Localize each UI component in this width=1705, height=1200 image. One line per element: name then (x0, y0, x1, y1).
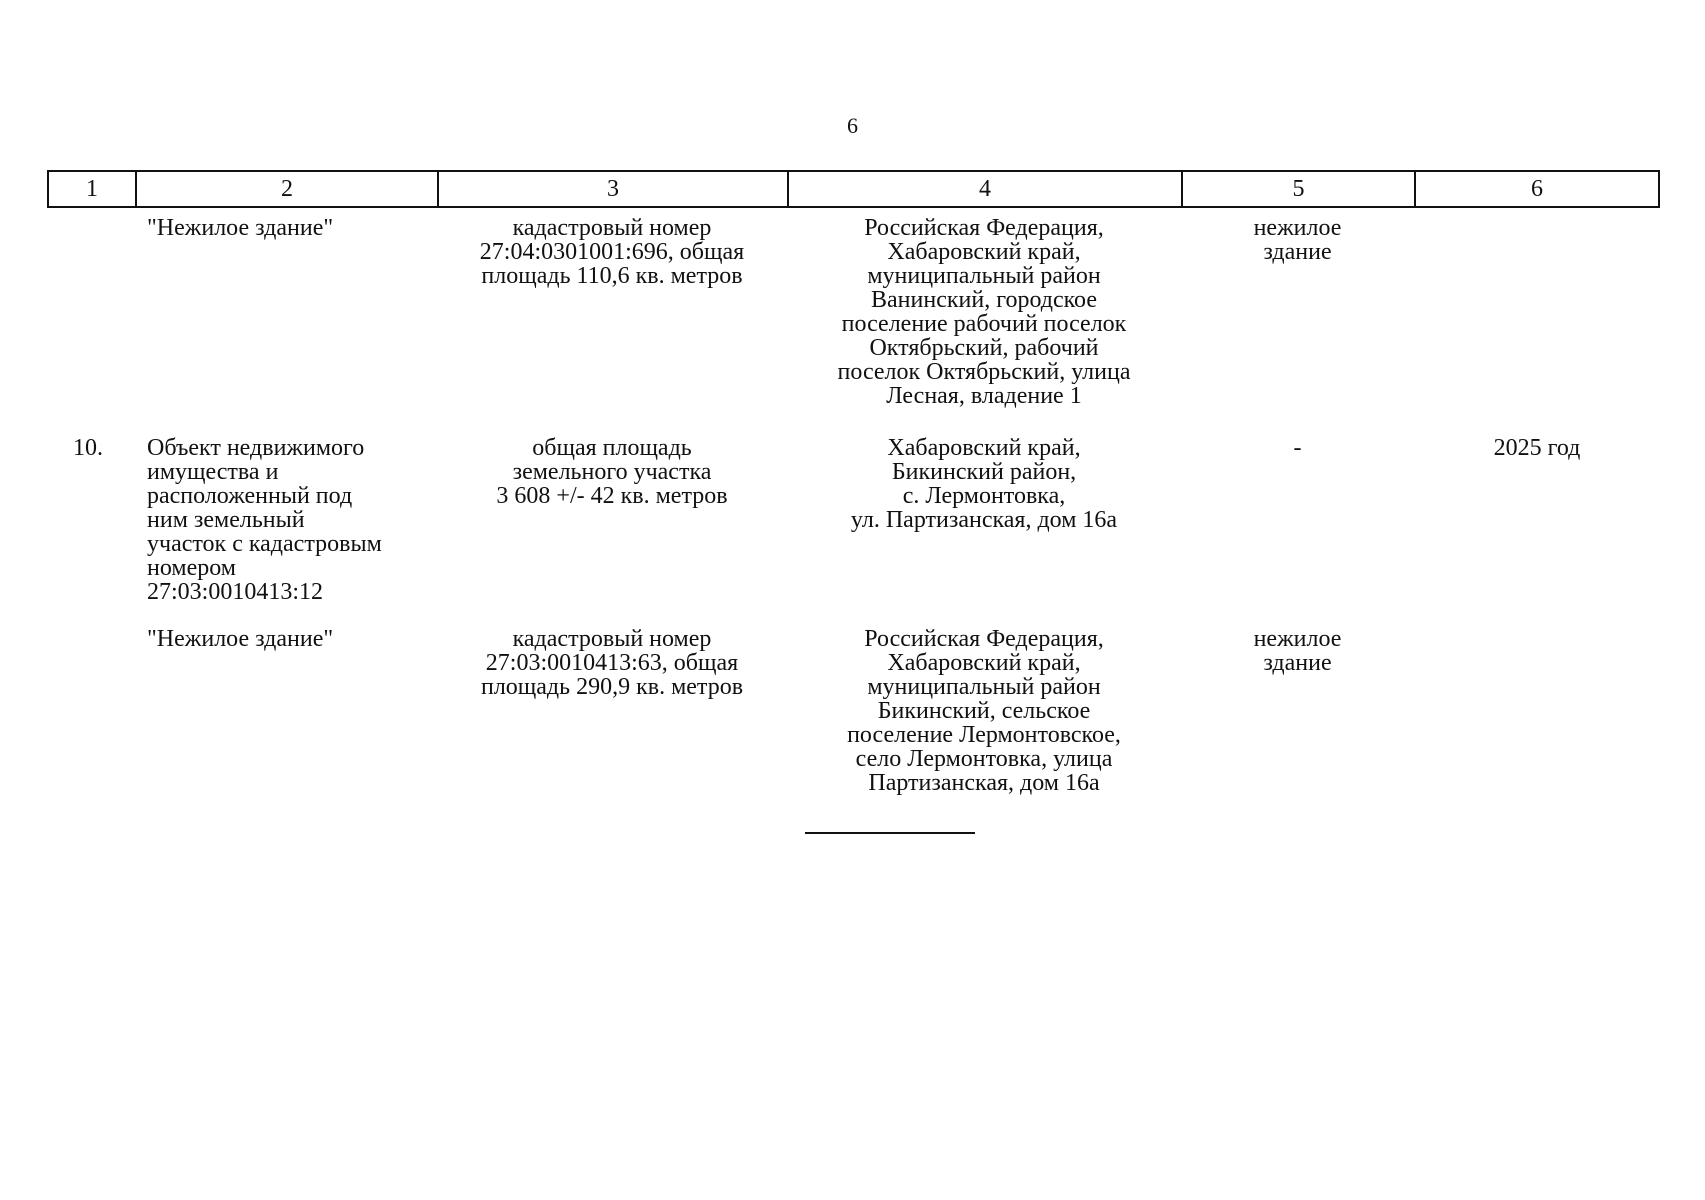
row-1-year (1414, 208, 1660, 428)
row-2-characteristics: общая площадь земельного участка 3 608 +/- 42 кв. метров (496, 435, 728, 509)
row-2-number: 10. (73, 435, 103, 461)
property-table (47, 170, 1660, 817)
row-1-name: "Нежилое здание" (147, 215, 334, 241)
header-cell-4: 4 (787, 170, 1181, 208)
row-3-purpose: нежилое здание (1253, 626, 1342, 676)
row-2-address: Хабаровский край, Бикинский район, с. Лермонтовка, ул. Партизанская, дом 16а (850, 435, 1118, 533)
row-3-address: Российская Федерация, Хабаровский край, муниципальный район Бикинский, сельское поселение Лермонтовское, село Лермонтовка, улица Партизанская, дом 16а (847, 626, 1121, 796)
row-1-characteristics: кадастровый номер 27:04:0301001:696, общая площадь 110,6 кв. метров (479, 215, 745, 289)
header-cell-6: 6 (1414, 170, 1660, 208)
header-cell-2: 2 (135, 170, 437, 208)
row-3-year (1414, 619, 1660, 817)
row-2-purpose: - (1293, 435, 1302, 461)
row-1-number (47, 208, 135, 428)
row-2-name: Объект недвижимого имущества и расположенный под ним земельный участок с кадастровым номером 27:03:0010413:12 (147, 435, 382, 605)
header-cell-3: 3 (437, 170, 787, 208)
row-1-purpose: нежилое здание (1253, 215, 1342, 265)
page-number: 6 (847, 113, 858, 138)
header-cell-5: 5 (1181, 170, 1414, 208)
row-1-address: Российская Федерация, Хабаровский край, муниципальный район Ванинский, городское поселение рабочий поселок Октябрьский, рабочий поселок Октябрьский, улица Лесная, владение 1 (837, 215, 1131, 409)
end-of-document-divider (805, 832, 975, 834)
row-3-number (47, 619, 135, 817)
header-cell-1: 1 (47, 170, 135, 208)
row-2-year: 2025 год (1493, 435, 1581, 461)
row-3-name: "Нежилое здание" (147, 626, 334, 652)
row-3-characteristics: кадастровый номер 27:03:0010413:63, общая площадь 290,9 кв. метров (480, 626, 744, 700)
